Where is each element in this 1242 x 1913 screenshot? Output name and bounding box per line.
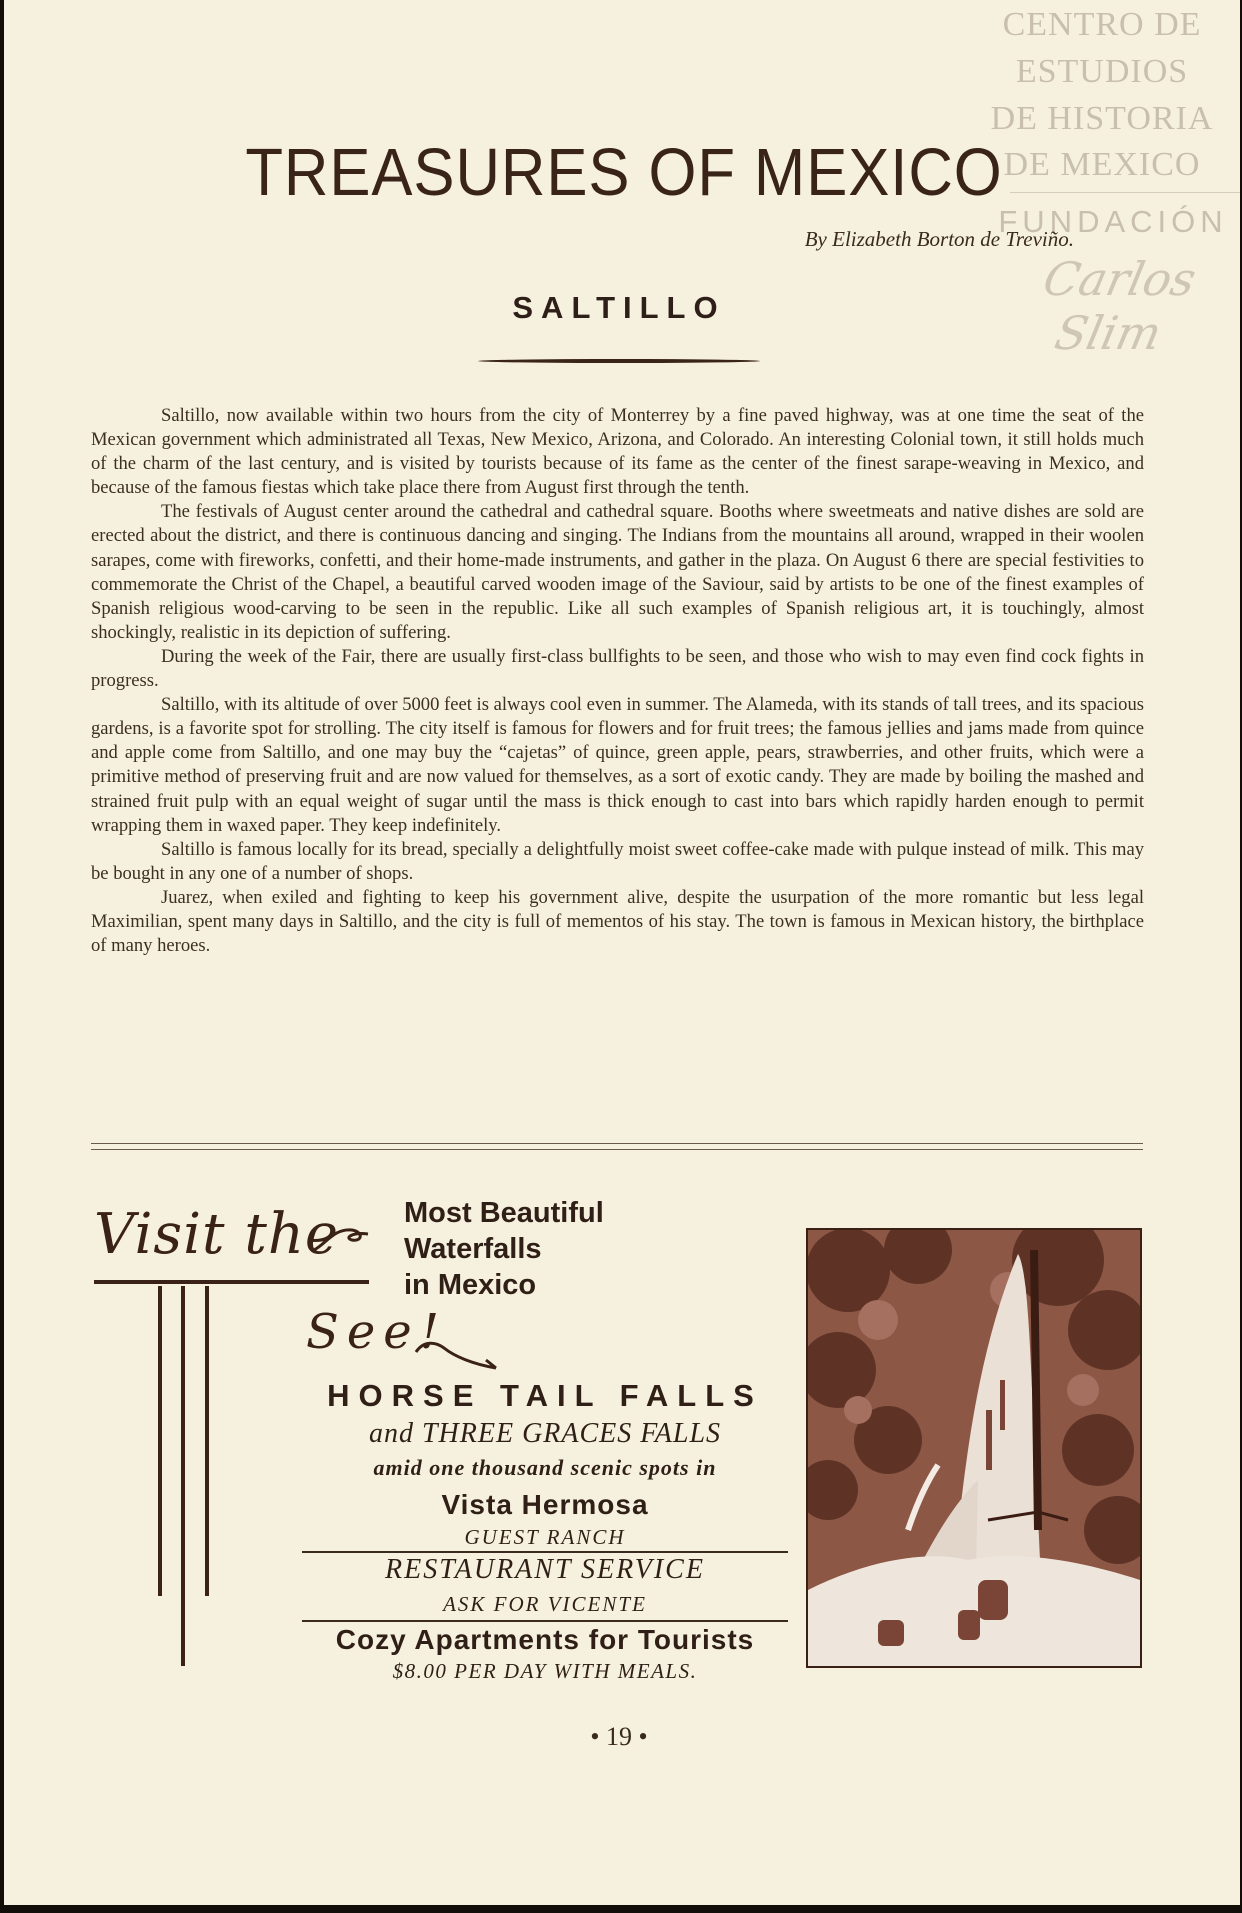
swash-ornament-icon (312, 1224, 372, 1254)
watermark-line-2: ESTUDIOS (1015, 53, 1189, 90)
article-paragraph: Saltillo, now available within two hours from the city of Monterrey by a fine paved highway, was at one time the seat of the Mexican government which administrated all Texas, New Mexico, Arizona, and Colorado. An interesting Colonial town, it still holds much of the charm of the last century, and is visited by tourists because of its fame as the center of the finest sarape-weaving in Mexico, and because of the famous fiestas which take place there from August first through the tenth. (91, 405, 1144, 499)
swash-arrow-icon (414, 1338, 504, 1372)
watermark-line-1: CENTRO DE (1002, 6, 1202, 43)
watermark-fundacion: FUNDACIÓN (998, 204, 1228, 239)
watermark-signature: Carlos Slim (1038, 252, 1201, 360)
ad-scenic-spots: amid one thousand scenic spots in (373, 1455, 717, 1480)
ad-vertical-bar (205, 1286, 209, 1596)
ad-headline-1: Most Beautiful (404, 1197, 604, 1229)
ad-headline-2: Waterfalls (404, 1233, 542, 1265)
magazine-page (4, 0, 1240, 1905)
section-divider (478, 359, 760, 363)
ad-cozy-apartments: Cozy Apartments for Tourists (335, 1624, 755, 1655)
ad-rule (302, 1551, 788, 1553)
section-heading: SALTILLO (512, 290, 726, 325)
article-paragraph: Saltillo is famous locally for its bread, specially a delightfully moist sweet coffee-cake made with pulque instead of milk. This may be bought in any one of a number of shops. (91, 838, 1144, 884)
article-paragraph: Juarez, when exiled and fighting to keep his government alive, despite the usurpation of the more romantic but less legal Maximilian, spent many days in Saltillo, and the city is full of mementos of his stay. The town is famous in Mexican history, the birthplace of many heroes. (91, 886, 1144, 957)
article-body (91, 404, 1144, 958)
article-paragraph: Saltillo, with its altitude of over 5000 feet is always cool even in summer. The Alameda, with its stands of tall trees, and its spacious gardens, is a favorite spot for strolling. The city itself is famous for flowers and for fruit trees; the famous jellies and jams made from quince and apple come from Saltillo, and one may buy the “cajetas” of quince, green apple, pears, strawberries, and other fruits, which were a primitive method of preserving fruit and are now valued for themselves, as a sort of exotic candy. They are made by boiling the mashed and strained fruit pulp with an equal weight of sugar until the mass is thick enough to cast into bars which rapidly harden enough to permit wrapping them in waxed paper. They keep indefinitely. (91, 694, 1144, 836)
page-number: • 19 • (590, 1722, 648, 1751)
article-paragraph: During the week of the Fair, there are usually first-class bullfights to be seen, and those who wish to may even find cock fights in progress. (91, 645, 1144, 692)
ad-rule (302, 1620, 788, 1622)
ad-restaurant: RESTAURANT SERVICE (385, 1554, 705, 1585)
ad-visit-script: Visit the (94, 1202, 340, 1267)
watermark-line-4: DE MEXICO (1003, 146, 1201, 183)
ad-horse-tail-falls: HORSE TAIL FALLS (327, 1378, 763, 1413)
ad-horizontal-rule (94, 1280, 369, 1284)
watermark-line-3: DE HISTORIA (990, 100, 1214, 137)
ad-price: $8.00 PER DAY WITH MEALS. (392, 1659, 698, 1683)
ad-vertical-bar (158, 1286, 162, 1596)
byline: By Elizabeth Borton de Treviño. (804, 227, 1074, 251)
ad-vertical-bar (181, 1286, 185, 1666)
waterfall-illustration (808, 1230, 1140, 1666)
ad-ask-vicente: ASK FOR VICENTE (443, 1592, 647, 1616)
page-title: TREASURES OF MEXICO (245, 135, 1003, 210)
article-paragraph: The festivals of August center around the cathedral and cathedral square. Booths where sweetmeats and native dishes are sold are erected about the district, and there is continuous dancing and singing. The Indians from the mountains all around, wrapped in their woolen sarapes, come with fireworks, confetti, and their home-made instruments, and gather in the plaza. On August 6 there are special festivities to commemorate the Christ of the Chapel, a beautiful carved wooden image of the Saviour, said by artists to be one of the finest examples of Spanish religious wood-carving to be seen in the republic. Like all such examples of Spanish religious art, it is touchingly, almost shockingly, realistic in its depiction of suffering. (91, 501, 1144, 643)
waterfall-photo (806, 1228, 1142, 1668)
ad-see-script: See! (306, 1304, 447, 1360)
ad-headline-3: in Mexico (404, 1269, 537, 1301)
ad-vista-hermosa: Vista Hermosa (441, 1489, 649, 1520)
double-divider (91, 1143, 1143, 1150)
ad-three-graces: and THREE GRACES FALLS (368, 1418, 722, 1449)
ad-guest-ranch: GUEST RANCH (464, 1525, 626, 1549)
